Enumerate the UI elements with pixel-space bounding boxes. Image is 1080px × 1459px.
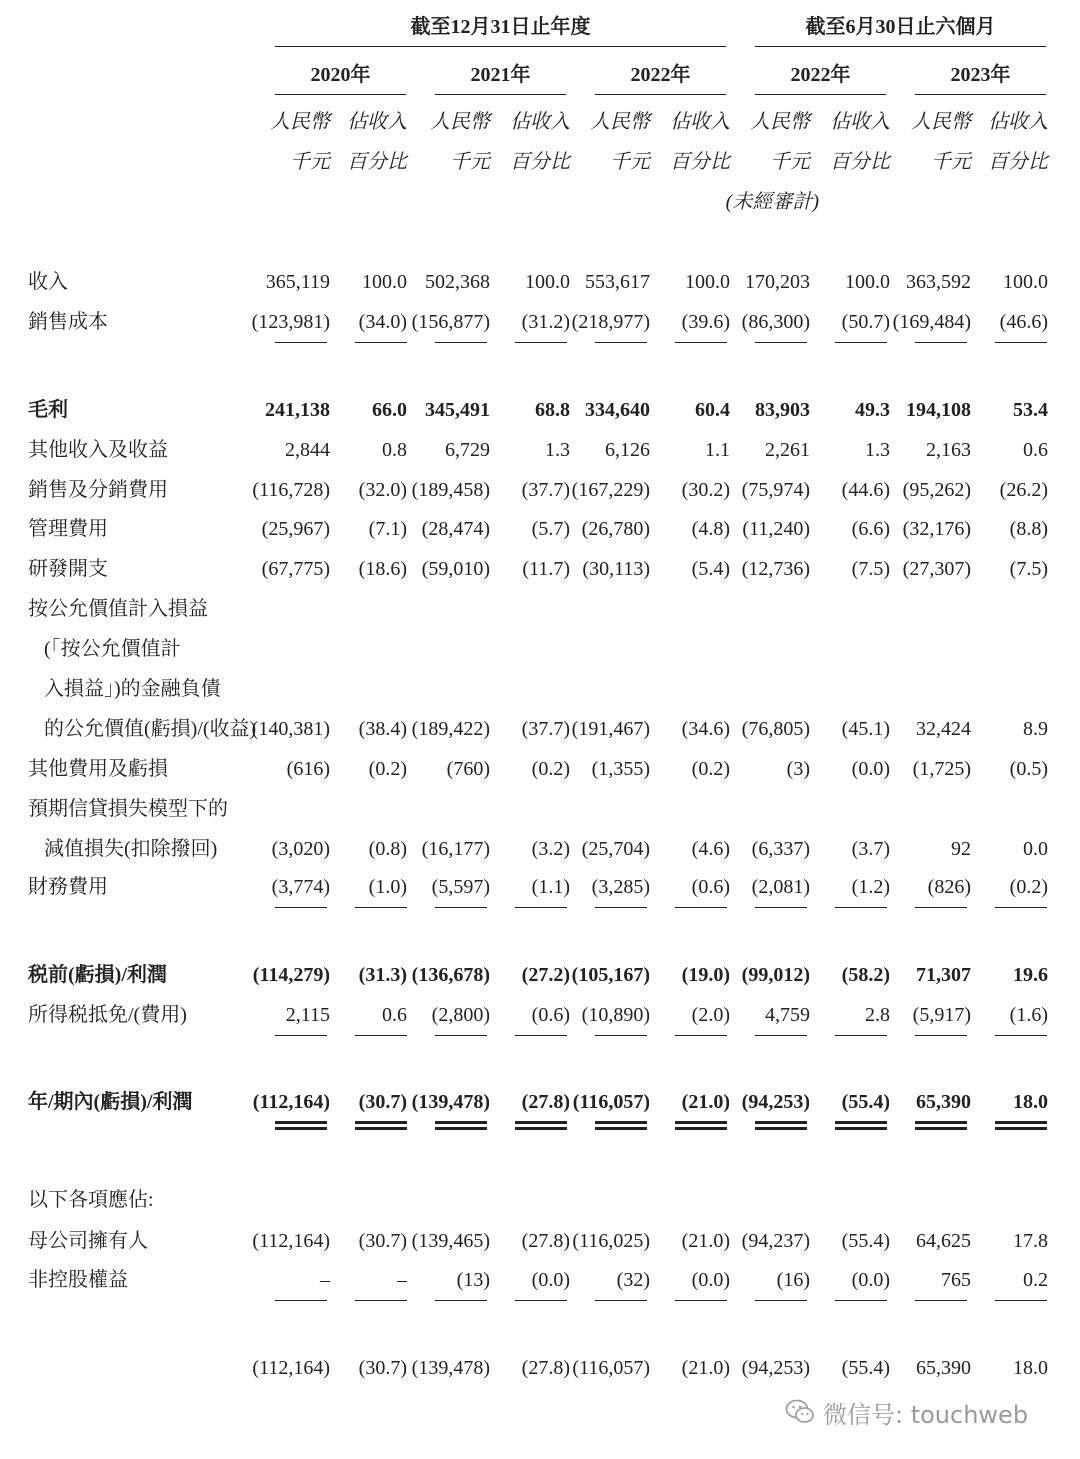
percent-cell: (55.4)	[841, 1357, 890, 1379]
total-double-underline	[435, 1121, 487, 1130]
row-label: 以下各項應佔:	[28, 1189, 154, 1211]
percent-cell: (5.7)	[531, 518, 570, 540]
percent-cell: (3.2)	[531, 838, 570, 860]
amount-cell: (27,307)	[902, 558, 971, 580]
percent-cell: (39.6)	[681, 311, 730, 333]
row-label: 銷售及分銷費用	[28, 479, 168, 501]
subtotal-underline	[515, 342, 567, 343]
total-double-underline	[675, 1121, 727, 1130]
percent-cell: 100.0	[845, 271, 890, 293]
percent-cell: (1.2)	[851, 876, 890, 898]
amount-cell: 32,424	[916, 718, 971, 740]
amount-cell: (5,917)	[912, 1004, 971, 1026]
period-underline-annual	[275, 46, 726, 47]
subtotal-underline	[595, 1300, 647, 1301]
percent-cell: (45.1)	[841, 718, 890, 740]
amount-cell: 2,261	[765, 439, 810, 461]
subtotal-underline	[355, 907, 407, 908]
year-header-2020: 2020年	[310, 64, 371, 86]
subtotal-underline	[675, 1300, 727, 1301]
row-label: 母公司擁有人	[28, 1230, 148, 1252]
amount-cell: 502,368	[425, 271, 490, 293]
percent-cell: (37.7)	[521, 479, 570, 501]
percent-cell: (50.7)	[841, 311, 890, 333]
year-underline	[915, 94, 1046, 95]
year-header-2021: 2021年	[470, 64, 531, 86]
amount-cell: (3,020)	[271, 838, 330, 860]
percent-cell: 19.6	[1013, 964, 1048, 986]
subtotal-underline	[275, 1035, 327, 1036]
amount-cell: (25,967)	[261, 518, 330, 540]
subtotal-underline	[275, 907, 327, 908]
percent-cell: (32.0)	[358, 479, 407, 501]
row-label: 財務費用	[28, 876, 108, 898]
percent-cell: 18.0	[1013, 1091, 1048, 1113]
column-header-rmb-unit: 千元	[610, 151, 650, 173]
watermark-text: 微信号: touchweb	[823, 1400, 1029, 1429]
percent-cell: (34.0)	[358, 311, 407, 333]
amount-cell: (94,237)	[741, 1230, 810, 1252]
percent-cell: (18.6)	[358, 558, 407, 580]
row-label: 其他收入及收益	[28, 439, 168, 461]
amount-cell: (10,890)	[581, 1004, 650, 1026]
amount-cell: 71,307	[916, 964, 971, 986]
percent-cell: (0.2)	[691, 758, 730, 780]
subtotal-underline	[275, 342, 327, 343]
percent-cell: (0.5)	[1009, 758, 1048, 780]
amount-cell: (16)	[776, 1269, 810, 1291]
column-header-percent-unit: 百分比	[670, 151, 730, 173]
percent-cell: (30.2)	[681, 479, 730, 501]
percent-cell: 0.2	[1023, 1269, 1048, 1291]
subtotal-underline	[355, 1035, 407, 1036]
amount-cell: (32)	[616, 1269, 650, 1291]
percent-cell: (31.3)	[358, 964, 407, 986]
subtotal-underline	[835, 1035, 887, 1036]
column-header-percent-unit: 百分比	[347, 151, 407, 173]
amount-cell: 241,138	[265, 399, 330, 421]
column-header-rmb-unit: 千元	[290, 151, 330, 173]
subtotal-underline	[595, 907, 647, 908]
subtotal-underline	[275, 1300, 327, 1301]
percent-cell: (3.7)	[851, 838, 890, 860]
amount-cell: (140,381)	[251, 718, 330, 740]
percent-cell: 100.0	[525, 271, 570, 293]
subtotal-underline	[755, 1300, 807, 1301]
percent-cell: (27.8)	[521, 1091, 570, 1113]
total-double-underline	[835, 1121, 887, 1130]
subtotal-underline	[515, 1035, 567, 1036]
percent-cell: (30.7)	[358, 1230, 407, 1252]
row-label: 入損益」)的金融負債	[44, 678, 221, 700]
amount-cell: (3)	[786, 758, 810, 780]
amount-cell: (3,285)	[591, 876, 650, 898]
subtotal-underline	[995, 1300, 1047, 1301]
row-label: 預期信貸損失模型下的	[28, 798, 228, 820]
column-header-percent: 佔收入	[510, 111, 570, 133]
subtotal-underline	[915, 907, 967, 908]
subtotal-underline	[515, 907, 567, 908]
amount-cell: (99,012)	[741, 964, 810, 986]
column-header-percent-unit: 百分比	[830, 151, 890, 173]
column-header-percent: 佔收入	[830, 111, 890, 133]
row-label: 非控股權益	[28, 1269, 128, 1291]
amount-cell: 4,759	[765, 1004, 810, 1026]
percent-cell: 0.8	[382, 439, 407, 461]
column-header-rmb: 人民幣	[590, 111, 650, 133]
year-header-2023-h1: 2023年	[950, 64, 1011, 86]
amount-cell: (139,478)	[411, 1091, 490, 1113]
total-double-underline	[995, 1121, 1047, 1130]
percent-cell: (21.0)	[681, 1230, 730, 1252]
percent-cell: (0.0)	[851, 758, 890, 780]
amount-cell: (116,025)	[572, 1230, 650, 1252]
column-header-percent-unit: 百分比	[510, 151, 570, 173]
subtotal-underline	[435, 1300, 487, 1301]
amount-cell: (826)	[927, 876, 971, 898]
amount-cell: (5,597)	[431, 876, 490, 898]
percent-cell: 0.0	[1023, 838, 1048, 860]
column-header-percent: 佔收入	[347, 111, 407, 133]
amount-cell: (25,704)	[581, 838, 650, 860]
column-header-rmb-unit: 千元	[931, 151, 971, 173]
percent-cell: 66.0	[372, 399, 407, 421]
percent-cell: (34.6)	[681, 718, 730, 740]
subtotal-underline	[755, 342, 807, 343]
percent-cell: 49.3	[855, 399, 890, 421]
percent-cell: 0.6	[1023, 439, 1048, 461]
watermark	[785, 1394, 1028, 1430]
amount-cell: (67,775)	[261, 558, 330, 580]
percent-cell: (0.6)	[691, 876, 730, 898]
amount-cell: (95,262)	[902, 479, 971, 501]
percent-cell: 1.3	[865, 439, 890, 461]
percent-cell: (0.0)	[851, 1269, 890, 1291]
amount-cell: (2,800)	[431, 1004, 490, 1026]
percent-cell: (6.6)	[851, 518, 890, 540]
percent-cell: (46.6)	[999, 311, 1048, 333]
percent-cell: (0.0)	[531, 1269, 570, 1291]
percent-cell: (55.4)	[841, 1230, 890, 1252]
amount-cell: 2,163	[926, 439, 971, 461]
amount-cell: (112,164)	[252, 1230, 330, 1252]
column-header-rmb: 人民幣	[270, 111, 330, 133]
percent-cell: (58.2)	[841, 964, 890, 986]
amount-cell: (136,678)	[411, 964, 490, 986]
percent-cell: (26.2)	[999, 479, 1048, 501]
amount-cell: 92	[951, 838, 971, 860]
amount-cell: 365,119	[265, 271, 330, 293]
percent-cell: (30.7)	[358, 1091, 407, 1113]
percent-cell: 1.3	[545, 439, 570, 461]
amount-cell: (114,279)	[252, 964, 330, 986]
subtotal-underline	[435, 342, 487, 343]
amount-cell: –	[320, 1269, 330, 1291]
subtotal-underline	[675, 1035, 727, 1036]
amount-cell: (189,458)	[411, 479, 490, 501]
amount-cell: (30,113)	[582, 558, 650, 580]
total-double-underline	[515, 1121, 567, 1130]
subtotal-underline	[675, 907, 727, 908]
subtotal-underline	[835, 342, 887, 343]
amount-cell: (116,728)	[252, 479, 330, 501]
row-label: 減值損失(扣除撥回)	[44, 838, 218, 860]
column-header-rmb: 人民幣	[750, 111, 810, 133]
percent-cell: (0.2)	[1009, 876, 1048, 898]
subtotal-underline	[755, 907, 807, 908]
amount-cell: (28,474)	[421, 518, 490, 540]
subtotal-underline	[915, 1035, 967, 1036]
amount-cell: (32,176)	[902, 518, 971, 540]
amount-cell: (116,057)	[572, 1357, 650, 1379]
amount-cell: (26,780)	[581, 518, 650, 540]
total-double-underline	[275, 1121, 327, 1130]
percent-cell: –	[397, 1269, 407, 1291]
amount-cell: 65,390	[916, 1357, 971, 1379]
row-label: 的公允價值(虧損)/(收益)	[44, 718, 257, 740]
amount-cell: 6,729	[445, 439, 490, 461]
amount-cell: (1,725)	[912, 758, 971, 780]
percent-cell: (27.8)	[521, 1230, 570, 1252]
row-label: 税前(虧損)/利潤	[28, 964, 167, 986]
amount-cell: (112,164)	[252, 1091, 330, 1113]
percent-cell: (0.0)	[691, 1269, 730, 1291]
amount-cell: (3,774)	[271, 876, 330, 898]
amount-cell: (169,484)	[892, 311, 971, 333]
amount-cell: (105,167)	[571, 964, 650, 986]
subtotal-underline	[915, 342, 967, 343]
percent-cell: (21.0)	[681, 1357, 730, 1379]
percent-cell: 2.8	[865, 1004, 890, 1026]
amount-cell: (76,805)	[741, 718, 810, 740]
subtotal-underline	[995, 1035, 1047, 1036]
amount-cell: (13)	[456, 1269, 490, 1291]
percent-cell: (4.8)	[691, 518, 730, 540]
row-label: 所得税抵免/(費用)	[28, 1004, 187, 1026]
percent-cell: 100.0	[362, 271, 407, 293]
amount-cell: 334,640	[585, 399, 650, 421]
percent-cell: (44.6)	[841, 479, 890, 501]
amount-cell: (112,164)	[252, 1357, 330, 1379]
amount-cell: (1,355)	[591, 758, 650, 780]
subtotal-underline	[835, 1300, 887, 1301]
unaudited-note: (未經審計)	[725, 191, 819, 213]
percent-cell: (8.8)	[1009, 518, 1048, 540]
percent-cell: (5.4)	[691, 558, 730, 580]
column-header-rmb: 人民幣	[911, 111, 971, 133]
period-header-half-year: 截至6月30日止六個月	[805, 16, 996, 38]
subtotal-underline	[515, 1300, 567, 1301]
percent-cell: (0.2)	[368, 758, 407, 780]
column-header-rmb-unit: 千元	[770, 151, 810, 173]
amount-cell: (139,478)	[411, 1357, 490, 1379]
amount-cell: (139,465)	[411, 1230, 490, 1252]
percent-cell: 18.0	[1013, 1357, 1048, 1379]
amount-cell: (94,253)	[741, 1091, 810, 1113]
amount-cell: (123,981)	[251, 311, 330, 333]
row-label: 其他費用及虧損	[28, 758, 168, 780]
amount-cell: (75,974)	[741, 479, 810, 501]
amount-cell: (86,300)	[741, 311, 810, 333]
total-double-underline	[355, 1121, 407, 1130]
percent-cell: 60.4	[695, 399, 730, 421]
row-label: (「按公允價值計	[44, 638, 181, 660]
percent-cell: 100.0	[685, 271, 730, 293]
percent-cell: (0.6)	[531, 1004, 570, 1026]
percent-cell: (27.8)	[521, 1357, 570, 1379]
period-underline-half-year	[755, 46, 1046, 47]
subtotal-underline	[915, 1300, 967, 1301]
year-header-2022-h1: 2022年	[790, 64, 851, 86]
amount-cell: 6,126	[605, 439, 650, 461]
subtotal-underline	[595, 1035, 647, 1036]
amount-cell: (11,240)	[742, 518, 810, 540]
percent-cell: (31.2)	[521, 311, 570, 333]
subtotal-underline	[675, 342, 727, 343]
percent-cell: 17.8	[1013, 1230, 1048, 1252]
percent-cell: (7.1)	[368, 518, 407, 540]
percent-cell: (37.7)	[521, 718, 570, 740]
subtotal-underline	[435, 907, 487, 908]
percent-cell: (0.8)	[368, 838, 407, 860]
amount-cell: (59,010)	[421, 558, 490, 580]
percent-cell: (27.2)	[521, 964, 570, 986]
percent-cell: (1.0)	[368, 876, 407, 898]
percent-cell: 0.6	[382, 1004, 407, 1026]
amount-cell: 2,115	[285, 1004, 330, 1026]
percent-cell: 68.8	[535, 399, 570, 421]
amount-cell: (116,057)	[572, 1091, 650, 1113]
percent-cell: 53.4	[1013, 399, 1048, 421]
amount-cell: (16,177)	[421, 838, 490, 860]
total-double-underline	[915, 1121, 967, 1130]
amount-cell: (191,467)	[571, 718, 650, 740]
column-header-percent-unit: 百分比	[988, 151, 1048, 173]
percent-cell: (7.5)	[1009, 558, 1048, 580]
amount-cell: 345,491	[425, 399, 490, 421]
amount-cell: 363,592	[906, 271, 971, 293]
subtotal-underline	[995, 342, 1047, 343]
amount-cell: 65,390	[916, 1091, 971, 1113]
period-header-annual: 截至12月31日止年度	[410, 16, 591, 38]
subtotal-underline	[435, 1035, 487, 1036]
column-header-rmb: 人民幣	[430, 111, 490, 133]
subtotal-underline	[995, 907, 1047, 908]
year-header-2022: 2022年	[630, 64, 691, 86]
percent-cell: 8.9	[1023, 718, 1048, 740]
amount-cell: (189,422)	[411, 718, 490, 740]
year-underline	[755, 94, 886, 95]
column-header-rmb-unit: 千元	[450, 151, 490, 173]
amount-cell: (218,977)	[571, 311, 650, 333]
percent-cell: (21.0)	[681, 1091, 730, 1113]
percent-cell: (2.0)	[691, 1004, 730, 1026]
row-label: 管理費用	[28, 518, 108, 540]
amount-cell: (616)	[286, 758, 330, 780]
row-label: 按公允價值計入損益	[28, 598, 208, 620]
year-underline	[595, 94, 726, 95]
row-label: 年/期內(虧損)/利潤	[28, 1091, 193, 1113]
percent-cell: 1.1	[705, 439, 730, 461]
year-underline	[435, 94, 566, 95]
subtotal-underline	[355, 1300, 407, 1301]
amount-cell: 194,108	[906, 399, 971, 421]
percent-cell: (11.7)	[522, 558, 570, 580]
percent-cell: (19.0)	[681, 964, 730, 986]
amount-cell: 64,625	[916, 1230, 971, 1252]
amount-cell: 170,203	[745, 271, 810, 293]
percent-cell: (30.7)	[358, 1357, 407, 1379]
percent-cell: (55.4)	[841, 1091, 890, 1113]
amount-cell: (167,229)	[571, 479, 650, 501]
wechat-icon	[785, 1399, 815, 1425]
percent-cell: (0.2)	[531, 758, 570, 780]
amount-cell: (2,081)	[751, 876, 810, 898]
percent-cell: (4.6)	[691, 838, 730, 860]
row-label: 毛利	[28, 399, 68, 421]
subtotal-underline	[355, 342, 407, 343]
percent-cell: (1.6)	[1009, 1004, 1048, 1026]
percent-cell: (1.1)	[531, 876, 570, 898]
total-double-underline	[595, 1121, 647, 1130]
amount-cell: (156,877)	[411, 311, 490, 333]
row-label: 銷售成本	[28, 311, 108, 333]
amount-cell: (760)	[446, 758, 490, 780]
row-label: 收入	[28, 271, 68, 293]
year-underline	[275, 94, 406, 95]
amount-cell: (12,736)	[741, 558, 810, 580]
amount-cell: 83,903	[755, 399, 810, 421]
row-label: 研發開支	[28, 558, 108, 580]
amount-cell: (6,337)	[751, 838, 810, 860]
column-header-percent: 佔收入	[670, 111, 730, 133]
column-header-percent: 佔收入	[988, 111, 1048, 133]
percent-cell: (38.4)	[358, 718, 407, 740]
subtotal-underline	[595, 342, 647, 343]
percent-cell: 100.0	[1003, 271, 1048, 293]
amount-cell: (94,253)	[741, 1357, 810, 1379]
total-double-underline	[755, 1121, 807, 1130]
amount-cell: 2,844	[285, 439, 330, 461]
percent-cell: (7.5)	[851, 558, 890, 580]
amount-cell: 553,617	[585, 271, 650, 293]
amount-cell: 765	[941, 1269, 971, 1291]
subtotal-underline	[835, 907, 887, 908]
subtotal-underline	[755, 1035, 807, 1036]
